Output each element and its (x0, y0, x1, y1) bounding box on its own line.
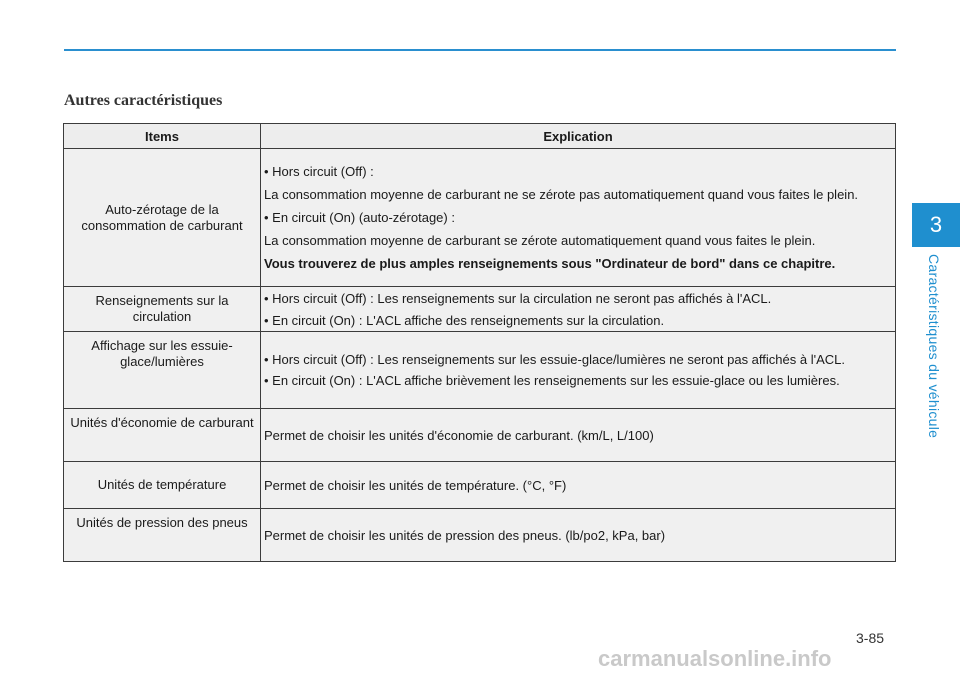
explanation-cell (261, 287, 896, 332)
explanation-cell (261, 332, 896, 409)
explanation-line: • En circuit (On) : L'ACL affiche des renseignements sur la circulation. (264, 312, 665, 328)
item-cell: Unités de pression des pneus (64, 509, 261, 562)
item-cell: Unités d'économie de carburant (64, 409, 261, 462)
table-row (64, 509, 896, 562)
explanation-line: La consommation moyenne de carburant se zérote automatiquement quand vous faites le plein. (264, 233, 816, 248)
explanation-line: • Hors circuit (Off) : Les renseignements sur les essuie-glace/lumières ne seront pas affichés à l'ACL. (264, 352, 845, 367)
table-row (64, 462, 896, 509)
explanation-cell: Permet de choisir les unités de pression des pneus. (lb/po2, kPa, bar) (261, 509, 896, 562)
explanation-line: • Hors circuit (Off) : Les renseignements sur la circulation ne seront pas affichés à l'ACL. (264, 290, 772, 306)
chapter-side-label: Caractéristiques du véhicule (926, 254, 942, 439)
watermark: carmanualsonline.info (598, 646, 832, 671)
item-cell: Affichage sur les essuie-glace/lumières (64, 332, 261, 409)
explanation-line: • En circuit (On) (auto-zérotage) : (264, 210, 455, 225)
table-row (64, 149, 896, 287)
table-row (64, 332, 896, 409)
item-cell: Unités de température (64, 462, 261, 509)
header-rule (64, 49, 896, 51)
explanation-line: • En circuit (On) : L'ACL affiche brièvement les renseignements sur les essuie-glace ou les lumières. (264, 373, 840, 388)
page-number: 3-85 (856, 630, 885, 646)
table-header-row (64, 124, 896, 149)
reference-note: Vous trouverez de plus amples renseignements sous "Ordinateur de bord" dans ce chapitre. (264, 256, 836, 271)
explanation-line: La consommation moyenne de carburant ne se zérote pas automatiquement quand vous faites le plein. (264, 187, 859, 202)
explanation-line: • Hors circuit (Off) : (264, 164, 374, 179)
header-items: Items (64, 124, 261, 149)
features-table (63, 123, 896, 562)
explanation-cell (261, 149, 896, 287)
table-row (64, 287, 896, 332)
section-title: Autres caractéristiques (64, 92, 223, 109)
table-row (64, 409, 896, 462)
explanation-cell: Permet de choisir les unités d'économie de carburant. (km/L, L/100) (261, 409, 896, 462)
explanation-cell: Permet de choisir les unités de température. (°C, °F) (261, 462, 896, 509)
header-explication: Explication (261, 124, 896, 149)
item-cell: Renseignements sur la circulation (64, 287, 261, 332)
chapter-tab[interactable]: 3 (912, 203, 960, 247)
item-cell: Auto-zérotage de la consommation de carburant (64, 149, 261, 287)
